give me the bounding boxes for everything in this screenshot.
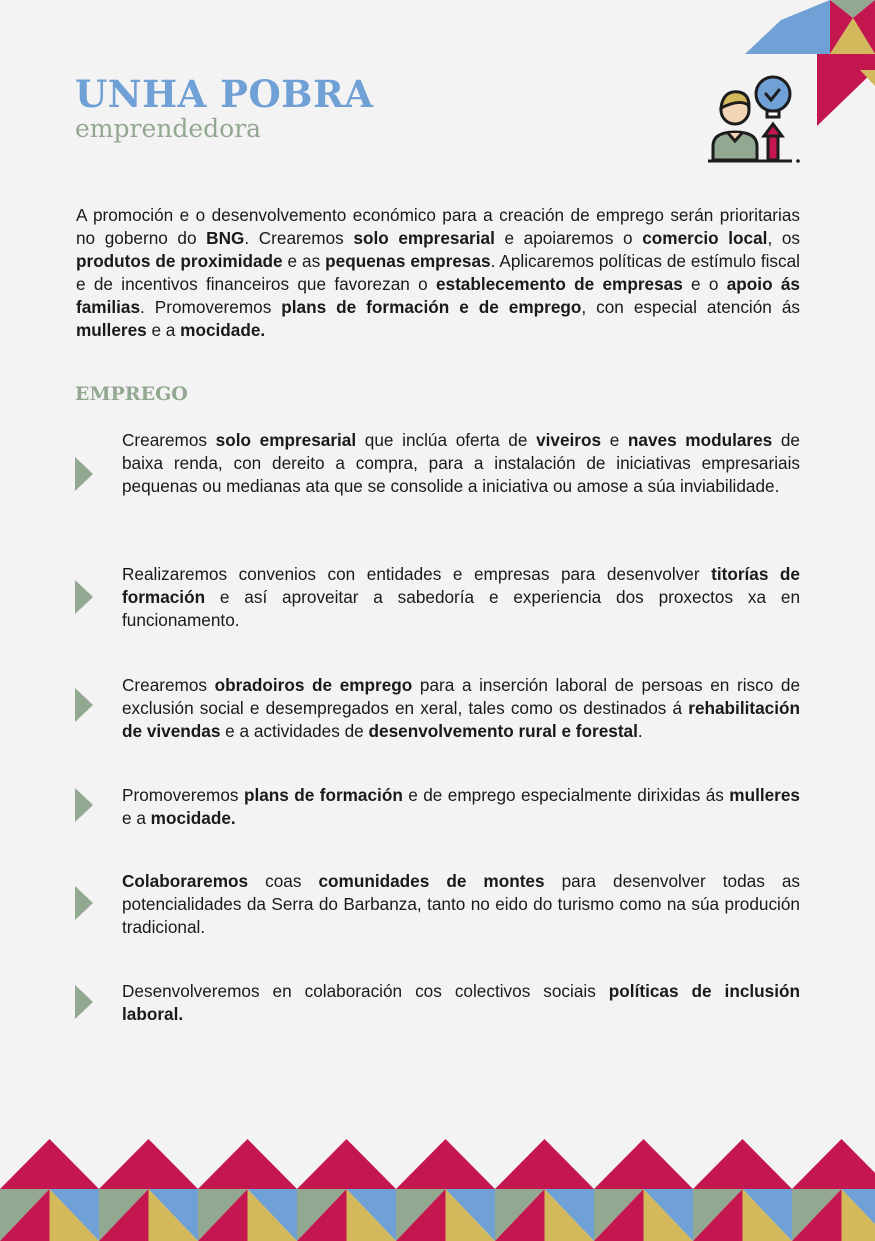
- body-text: e o: [682, 274, 727, 294]
- emphasis-text: solo empresarial: [353, 228, 495, 248]
- body-text: . Aplicaremos políticas de estímulo fiscal e de incentivos financeiros que favorezan o: [76, 251, 800, 294]
- emphasis-text: titorías de formación: [122, 564, 800, 607]
- emphasis-text: Colaboraremos: [122, 871, 249, 891]
- body-text: e apoiaremos o: [494, 228, 643, 248]
- emphasis-text: mulleres: [729, 785, 800, 805]
- triangle-bullet-icon: [75, 886, 93, 920]
- list-item-text: [122, 563, 800, 632]
- list-item-text: [122, 674, 800, 743]
- body-text: e a actividades de: [220, 721, 369, 741]
- intro-paragraph: [76, 204, 800, 342]
- body-text: e a: [122, 808, 151, 828]
- body-text: e: [601, 430, 628, 450]
- emphasis-text: apoio ás familias: [76, 274, 800, 317]
- body-text: .: [637, 721, 643, 741]
- page-subtitle: emprendedora: [75, 114, 262, 143]
- emphasis-text: rehabilitación de vivendas: [122, 698, 800, 741]
- body-text: Realizaremos convenios con entidades e empresas para desenvolver: [122, 564, 712, 584]
- emphasis-text: viveiros: [536, 430, 602, 450]
- emphasis-text: comercio local: [642, 228, 768, 248]
- body-text: e así aproveitar a sabedoría e experiencia dos proxectos xa en funcionamento.: [122, 587, 800, 630]
- body-text: de baixa renda, con dereito a compra, para a instalación de iniciativas empresariais pequenas ou medianas ata que se consolide a iniciativa ou amose a súa inviabilidade.: [122, 430, 800, 496]
- emphasis-text: produtos de proximidade: [76, 251, 283, 271]
- triangle-bullet-icon: [75, 985, 93, 1019]
- body-text: Desenvolveremos en colaboración cos colectivos sociais: [122, 981, 609, 1001]
- body-text: Crearemos: [122, 675, 215, 695]
- emphasis-text: BNG: [206, 228, 245, 248]
- triangle-bullet-icon: [75, 788, 93, 822]
- emphasis-text: naves modulares: [627, 430, 773, 450]
- triangle-bullet-icon: [75, 457, 93, 491]
- emphasis-text: pequenas empresas: [325, 251, 491, 271]
- emphasis-text: mocidade.: [150, 808, 236, 828]
- body-text: Promoveremos: [122, 785, 244, 805]
- body-text: que inclúa oferta de: [356, 430, 537, 450]
- triangle-bullet-icon: [75, 580, 93, 614]
- body-text: coas: [248, 871, 319, 891]
- body-text: , con especial atención ás: [581, 297, 800, 317]
- emphasis-text: plans de formación e de emprego: [281, 297, 582, 317]
- bottom-triangles-decoration: [0, 1139, 875, 1241]
- body-text: e de emprego especialmente dirixidas ás: [402, 785, 730, 805]
- body-text: A promoción e o desenvolvemento económico para a creación de emprego serán prioritarias no goberno do: [76, 205, 800, 248]
- body-text: e as: [282, 251, 326, 271]
- emphasis-text: obradoiros de emprego: [214, 675, 413, 695]
- emphasis-text: mulleres: [76, 320, 147, 340]
- list-item-text: [122, 784, 800, 830]
- body-text: e a: [146, 320, 181, 340]
- emphasis-text: mocidade.: [180, 320, 266, 340]
- body-text: , os: [767, 228, 800, 248]
- list-item-text: [122, 870, 800, 939]
- emphasis-text: políticas de inclusión laboral.: [122, 981, 800, 1024]
- entrepreneur-idea-icon: [706, 72, 802, 166]
- list-item-text: [122, 429, 800, 498]
- triangle-bullet-icon: [75, 688, 93, 722]
- body-text: para desenvolver todas as potencialidades da Serra do Barbanza, tanto no eido do turismo como na súa produción tradicional.: [122, 871, 800, 937]
- body-text: . Promoveremos: [140, 297, 282, 317]
- emphasis-text: plans de formación: [243, 785, 403, 805]
- body-text: para a inserción laboral de persoas en risco de exclusión social e desempregados en xeral, tales como os destinados á: [122, 675, 801, 718]
- emphasis-text: establecemento de empresas: [435, 274, 683, 294]
- body-text: Crearemos: [122, 430, 216, 450]
- emphasis-text: comunidades de montes: [318, 871, 545, 891]
- emphasis-text: solo empresarial: [215, 430, 357, 450]
- page-title: UNHA POBRA: [75, 72, 374, 116]
- emphasis-text: desenvolvemento rural e forestal: [368, 721, 638, 741]
- list-item-text: [122, 980, 800, 1026]
- section-heading-emprego: EMPREGO: [75, 383, 188, 405]
- body-text: . Crearemos: [244, 228, 354, 248]
